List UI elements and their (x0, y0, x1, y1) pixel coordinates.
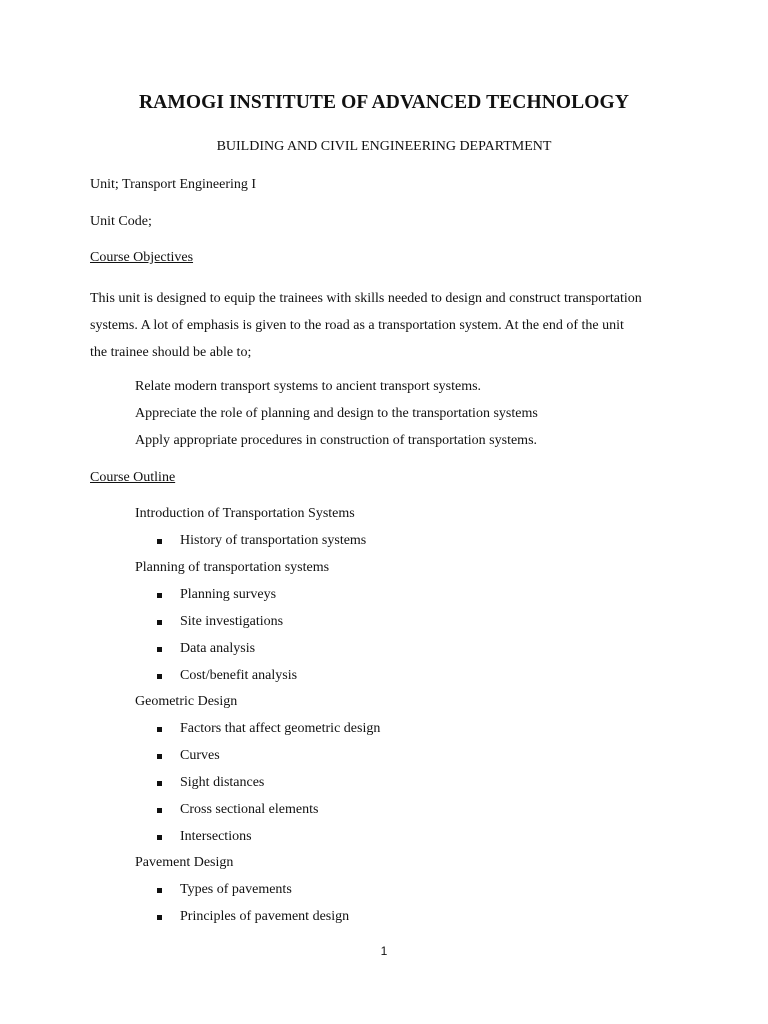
paragraph-line: the trainee should be able to; (90, 345, 252, 360)
square-bullet-icon (157, 674, 162, 679)
department-title: BUILDING AND CIVIL ENGINEERING DEPARTMENT (216, 139, 552, 154)
square-bullet-icon (157, 620, 162, 625)
square-bullet-icon (157, 754, 162, 759)
unit-name: Unit; Transport Engineering I (90, 177, 257, 192)
square-bullet-icon (157, 647, 162, 652)
institute-title: RAMOGI INSTITUTE OF ADVANCED TECHNOLOGY (138, 92, 630, 113)
outline-bullet-item: Factors that affect geometric design (180, 721, 381, 736)
outline-heading: Course Outline (90, 470, 176, 485)
outline-section-title: Geometric Design (135, 694, 238, 709)
page-number: 1 (380, 944, 388, 958)
square-bullet-icon (157, 888, 162, 893)
paragraph-line: This unit is designed to equip the trainees with skills needed to design and construct transportation (90, 291, 642, 306)
outline-bullet-item: Cost/benefit analysis (180, 668, 298, 683)
outline-bullet-item: Sight distances (180, 775, 265, 790)
unit-code: Unit Code; (90, 214, 152, 229)
objective-item: Relate modern transport systems to ancient transport systems. (135, 379, 482, 394)
square-bullet-icon (157, 835, 162, 840)
outline-bullet-item: Curves (180, 748, 220, 763)
square-bullet-icon (157, 727, 162, 732)
outline-section-title: Pavement Design (135, 855, 234, 870)
square-bullet-icon (157, 915, 162, 920)
outline-bullet-item: Site investigations (180, 614, 284, 629)
outline-bullet-item: Data analysis (180, 641, 256, 656)
outline-bullet-item: Cross sectional elements (180, 802, 319, 817)
outline-bullet-item: History of transportation systems (180, 533, 367, 548)
outline-section-title: Planning of transportation systems (135, 560, 330, 575)
outline-bullet-item: Types of pavements (180, 882, 292, 897)
outline-section-title: Introduction of Transportation Systems (135, 506, 355, 521)
square-bullet-icon (157, 781, 162, 786)
square-bullet-icon (157, 539, 162, 544)
objective-item: Appreciate the role of planning and design to the transportation systems (135, 406, 538, 421)
objectives-heading: Course Objectives (90, 250, 194, 265)
outline-bullet-item: Principles of pavement design (180, 909, 350, 924)
square-bullet-icon (157, 808, 162, 813)
objective-item: Apply appropriate procedures in construction of transportation systems. (135, 433, 538, 448)
square-bullet-icon (157, 593, 162, 598)
outline-bullet-item: Planning surveys (180, 587, 277, 602)
objectives-paragraph (90, 285, 690, 366)
outline-bullet-item: Intersections (180, 829, 252, 844)
paragraph-line: systems. A lot of emphasis is given to the road as a transportation system. At the end of the unit (90, 318, 624, 333)
